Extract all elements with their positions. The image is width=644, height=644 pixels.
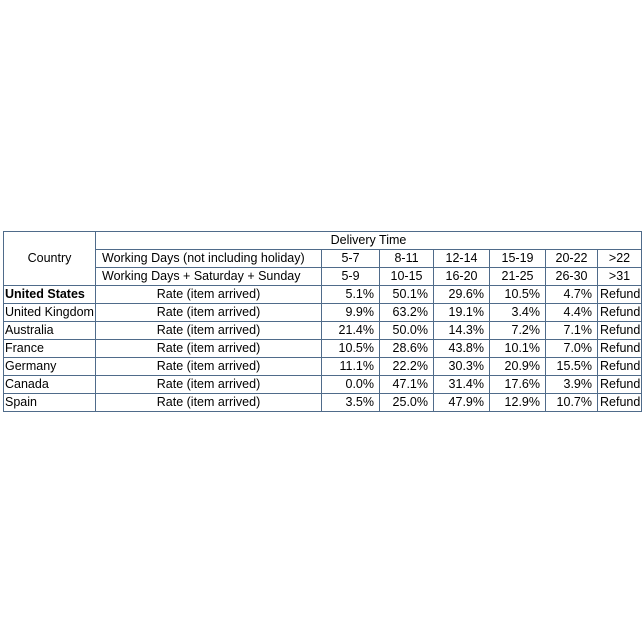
rate-value-cell: 31.4% [434,376,490,394]
working-days-range-cell: 5-7 [322,250,380,268]
header-row-working-days [4,250,642,268]
rate-value-cell: 5.1% [322,286,380,304]
table-body [4,286,642,412]
rate-value-cell: 63.2% [380,304,434,322]
rate-value-cell: 47.1% [380,376,434,394]
working-days-range-cell: >22 [598,250,642,268]
rate-value-cell: 0.0% [322,376,380,394]
refund-cell: Refund [598,304,642,322]
rate-value-cell: 4.7% [546,286,598,304]
refund-cell: Refund [598,394,642,412]
table-row [4,322,642,340]
rate-value-cell: 10.5% [322,340,380,358]
header-row-delivery-time [4,232,642,250]
metric-label-cell: Rate (item arrived) [96,394,322,412]
metric-label-cell: Rate (item arrived) [96,304,322,322]
rate-value-cell: 20.9% [490,358,546,376]
table-row [4,358,642,376]
rate-value-cell: 15.5% [546,358,598,376]
metric-label-cell: Rate (item arrived) [96,340,322,358]
rate-value-cell: 7.0% [546,340,598,358]
calendar-days-range-cell: 21-25 [490,268,546,286]
refund-cell: Refund [598,322,642,340]
rate-value-cell: 9.9% [322,304,380,322]
rate-value-cell: 12.9% [490,394,546,412]
rate-value-cell: 22.2% [380,358,434,376]
refund-cell: Refund [598,340,642,358]
calendar-days-range-cell: 26-30 [546,268,598,286]
working-days-label: Working Days (not including holiday) [96,250,322,268]
table-row [4,394,642,412]
calendar-days-range-cell: >31 [598,268,642,286]
rate-value-cell: 29.6% [434,286,490,304]
calendar-days-label: Working Days + Saturday + Sunday [96,268,322,286]
country-cell: Spain [4,394,96,412]
rate-value-cell: 21.4% [322,322,380,340]
rate-value-cell: 50.0% [380,322,434,340]
rate-value-cell: 3.4% [490,304,546,322]
working-days-range-cell: 12-14 [434,250,490,268]
country-cell: United States [4,286,96,304]
metric-label-cell: Rate (item arrived) [96,358,322,376]
delivery-time-header: Delivery Time [96,232,642,250]
metric-label-cell: Rate (item arrived) [96,376,322,394]
country-column-header: Country [4,232,96,286]
table-row [4,340,642,358]
working-days-range-cell: 8-11 [380,250,434,268]
country-cell: France [4,340,96,358]
working-days-range-cell: 20-22 [546,250,598,268]
table-row [4,304,642,322]
refund-cell: Refund [598,376,642,394]
rate-value-cell: 3.9% [546,376,598,394]
rate-value-cell: 28.6% [380,340,434,358]
rate-value-cell: 25.0% [380,394,434,412]
calendar-days-range-cell: 16-20 [434,268,490,286]
rate-value-cell: 7.2% [490,322,546,340]
rate-value-cell: 30.3% [434,358,490,376]
rate-value-cell: 43.8% [434,340,490,358]
rate-value-cell: 10.5% [490,286,546,304]
rate-value-cell: 10.7% [546,394,598,412]
metric-label-cell: Rate (item arrived) [96,322,322,340]
working-days-range-cell: 15-19 [490,250,546,268]
rate-value-cell: 11.1% [322,358,380,376]
rate-value-cell: 19.1% [434,304,490,322]
rate-value-cell: 7.1% [546,322,598,340]
rate-value-cell: 17.6% [490,376,546,394]
country-cell: United Kingdom [4,304,96,322]
country-cell: Australia [4,322,96,340]
calendar-days-range-cell: 10-15 [380,268,434,286]
rate-value-cell: 10.1% [490,340,546,358]
header-row-calendar-days [4,268,642,286]
refund-cell: Refund [598,286,642,304]
country-cell: Canada [4,376,96,394]
delivery-time-table [3,231,642,412]
refund-cell: Refund [598,358,642,376]
metric-label-cell: Rate (item arrived) [96,286,322,304]
rate-value-cell: 47.9% [434,394,490,412]
table-row [4,376,642,394]
rate-value-cell: 4.4% [546,304,598,322]
calendar-days-range-cell: 5-9 [322,268,380,286]
table-row [4,286,642,304]
country-cell: Germany [4,358,96,376]
rate-value-cell: 3.5% [322,394,380,412]
rate-value-cell: 50.1% [380,286,434,304]
rate-value-cell: 14.3% [434,322,490,340]
